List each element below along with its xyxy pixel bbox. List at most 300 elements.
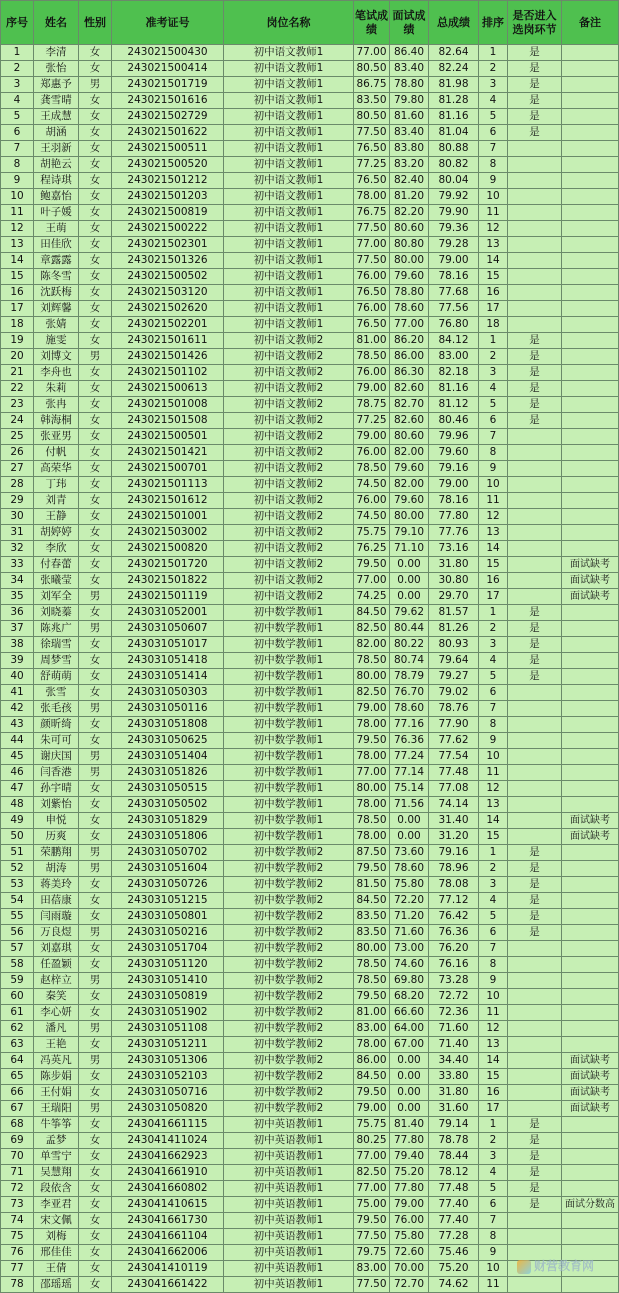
cell-interview: 77.24 [390,749,429,765]
cell-written: 79.00 [354,1101,390,1117]
cell-ticket: 243021501822 [112,573,224,589]
cell-remark [562,733,619,749]
cell-position: 初中英语教师1 [224,1165,354,1181]
cell-name: 潘凡 [34,1021,79,1037]
cell-ticket: 243031050726 [112,877,224,893]
cell-rank: 7 [479,701,508,717]
cell-no: 69 [1,1133,34,1149]
cell-name: 孟梦 [34,1133,79,1149]
cell-remark [562,157,619,173]
cell-written: 86.75 [354,77,390,93]
cell-total: 82.18 [429,365,479,381]
cell-remark [562,893,619,909]
table-row [1,957,619,973]
table-row [1,909,619,925]
cell-written: 83.00 [354,1021,390,1037]
cell-total: 83.00 [429,349,479,365]
cell-written: 81.00 [354,333,390,349]
cell-remark [562,1133,619,1149]
cell-ticket: 243031051604 [112,861,224,877]
cell-rank: 11 [479,205,508,221]
cell-interview: 82.70 [390,397,429,413]
cell-written: 86.00 [354,1053,390,1069]
cell-ticket: 243031050625 [112,733,224,749]
cell-remark: 面试缺考 [562,813,619,829]
cell-ticket: 243031051017 [112,637,224,653]
cell-total: 71.60 [429,1021,479,1037]
cell-rank: 15 [479,1069,508,1085]
cell-gender: 男 [79,349,112,365]
cell-gender: 女 [79,477,112,493]
cell-ticket: 243021501421 [112,445,224,461]
cell-gender: 女 [79,989,112,1005]
cell-no: 9 [1,173,34,189]
cell-rank: 14 [479,813,508,829]
cell-position: 初中数学教师1 [224,637,354,653]
cell-interview: 78.60 [390,861,429,877]
cell-no: 15 [1,269,34,285]
cell-name: 单雪宁 [34,1149,79,1165]
cell-position: 初中语文教师1 [224,77,354,93]
cell-ticket: 243021501102 [112,365,224,381]
table-row [1,45,619,61]
cell-enter: 是 [508,397,562,413]
cell-name: 闫香港 [34,765,79,781]
cell-enter: 是 [508,669,562,685]
cell-rank: 5 [479,669,508,685]
cell-no: 20 [1,349,34,365]
cell-name: 李亚君 [34,1197,79,1213]
cell-enter [508,717,562,733]
cell-no: 5 [1,109,34,125]
cell-name: 段依含 [34,1181,79,1197]
cell-remark [562,333,619,349]
cell-no: 66 [1,1085,34,1101]
cell-enter: 是 [508,1149,562,1165]
cell-gender: 男 [79,1101,112,1117]
cell-interview: 69.80 [390,973,429,989]
cell-written: 79.50 [354,861,390,877]
cell-enter: 是 [508,1117,562,1133]
cell-gender: 女 [79,605,112,621]
cell-ticket: 243041661104 [112,1229,224,1245]
cell-no: 35 [1,589,34,605]
cell-enter [508,589,562,605]
cell-rank: 14 [479,541,508,557]
cell-ticket: 243021501326 [112,253,224,269]
cell-name: 邢佳佳 [34,1245,79,1261]
cell-interview: 82.60 [390,381,429,397]
cell-position: 初中英语教师1 [224,1213,354,1229]
cell-ticket: 243021501203 [112,189,224,205]
cell-ticket: 243041662006 [112,1245,224,1261]
cell-rank: 10 [479,989,508,1005]
cell-name: 张婧 [34,317,79,333]
cell-interview: 73.60 [390,845,429,861]
cell-name: 万良煜 [34,925,79,941]
cell-gender: 女 [79,253,112,269]
cell-gender: 女 [79,461,112,477]
cell-gender: 女 [79,1085,112,1101]
cell-enter [508,1213,562,1229]
table-row [1,781,619,797]
cell-ticket: 243021501719 [112,77,224,93]
cell-ticket: 243041661910 [112,1165,224,1181]
cell-interview: 83.40 [390,125,429,141]
cell-no: 2 [1,61,34,77]
cell-position: 初中英语教师1 [224,1181,354,1197]
cell-position: 初中数学教师1 [224,653,354,669]
cell-rank: 11 [479,1277,508,1293]
cell-no: 30 [1,509,34,525]
cell-ticket: 243041662923 [112,1149,224,1165]
cell-gender: 女 [79,493,112,509]
cell-interview: 79.80 [390,93,429,109]
cell-position: 初中数学教师1 [224,605,354,621]
cell-remark [562,1021,619,1037]
cell-no: 70 [1,1149,34,1165]
table-row [1,541,619,557]
cell-name: 刘紫怡 [34,797,79,813]
cell-position: 初中语文教师1 [224,301,354,317]
cell-enter [508,1277,562,1293]
cell-name: 张曦莹 [34,573,79,589]
cell-ticket: 243031051108 [112,1021,224,1037]
cell-total: 81.57 [429,605,479,621]
cell-name: 申悦 [34,813,79,829]
cell-no: 55 [1,909,34,925]
cell-gender: 女 [79,1133,112,1149]
cell-gender: 女 [79,157,112,173]
cell-name: 王羽新 [34,141,79,157]
cell-gender: 女 [79,829,112,845]
cell-rank: 17 [479,301,508,317]
cell-remark [562,621,619,637]
cell-position: 初中英语教师1 [224,1197,354,1213]
table-row [1,829,619,845]
cell-rank: 5 [479,397,508,413]
cell-no: 65 [1,1069,34,1085]
cell-name: 付春蕾 [34,557,79,573]
cell-name: 刘梅 [34,1229,79,1245]
cell-interview: 79.62 [390,605,429,621]
cell-remark [562,685,619,701]
table-row [1,573,619,589]
cell-total: 79.96 [429,429,479,445]
cell-interview: 77.80 [390,1133,429,1149]
cell-position: 初中语文教师1 [224,125,354,141]
table-row [1,717,619,733]
cell-interview: 86.00 [390,349,429,365]
cell-position: 初中语文教师2 [224,349,354,365]
cell-gender: 女 [79,1005,112,1021]
cell-written: 76.25 [354,541,390,557]
cell-gender: 女 [79,189,112,205]
cell-name: 陈步娟 [34,1069,79,1085]
table-row [1,797,619,813]
cell-ticket: 243041661730 [112,1213,224,1229]
cell-gender: 女 [79,397,112,413]
cell-ticket: 243021500501 [112,429,224,445]
cell-interview: 83.40 [390,61,429,77]
cell-enter: 是 [508,77,562,93]
cell-position: 初中数学教师1 [224,781,354,797]
cell-no: 32 [1,541,34,557]
cell-rank: 4 [479,653,508,669]
cell-enter [508,1021,562,1037]
cell-position: 初中语文教师1 [224,221,354,237]
cell-rank: 12 [479,509,508,525]
cell-name: 舒萌萌 [34,669,79,685]
cell-enter [508,765,562,781]
cell-rank: 3 [479,1149,508,1165]
cell-enter [508,701,562,717]
cell-total: 80.82 [429,157,479,173]
cell-name: 刘辉馨 [34,301,79,317]
cell-rank: 14 [479,1053,508,1069]
cell-interview: 77.00 [390,317,429,333]
table-row [1,765,619,781]
cell-rank: 10 [479,749,508,765]
cell-gender: 女 [79,1117,112,1133]
cell-no: 48 [1,797,34,813]
cell-written: 77.50 [354,125,390,141]
cell-written: 80.00 [354,669,390,685]
cell-remark: 面试缺考 [562,1101,619,1117]
cell-name: 鲍嘉怡 [34,189,79,205]
cell-no: 25 [1,429,34,445]
cell-enter [508,317,562,333]
cell-position: 初中英语教师1 [224,1117,354,1133]
cell-written: 79.50 [354,1213,390,1229]
cell-enter [508,189,562,205]
cell-written: 78.50 [354,973,390,989]
cell-enter [508,941,562,957]
cell-written: 87.50 [354,845,390,861]
cell-written: 79.00 [354,381,390,397]
cell-position: 初中语文教师2 [224,477,354,493]
cell-enter [508,813,562,829]
cell-position: 初中数学教师1 [224,765,354,781]
cell-ticket: 243031051215 [112,893,224,909]
header-name: 姓名 [34,1,79,45]
cell-interview: 72.70 [390,1277,429,1293]
cell-no: 1 [1,45,34,61]
cell-enter: 是 [508,893,562,909]
cell-enter [508,525,562,541]
cell-no: 34 [1,573,34,589]
cell-rank: 16 [479,573,508,589]
cell-no: 42 [1,701,34,717]
cell-enter: 是 [508,861,562,877]
cell-total: 77.68 [429,285,479,301]
cell-total: 81.26 [429,621,479,637]
cell-gender: 男 [79,1053,112,1069]
cell-total: 80.88 [429,141,479,157]
cell-written: 80.00 [354,941,390,957]
cell-name: 胡艳云 [34,157,79,173]
cell-rank: 12 [479,1021,508,1037]
cell-no: 44 [1,733,34,749]
table-row [1,845,619,861]
cell-rank: 1 [479,333,508,349]
cell-position: 初中语文教师1 [224,253,354,269]
cell-written: 78.00 [354,189,390,205]
cell-interview: 77.14 [390,765,429,781]
cell-name: 章露露 [34,253,79,269]
cell-enter [508,493,562,509]
cell-gender: 女 [79,813,112,829]
cell-no: 8 [1,157,34,173]
cell-remark [562,925,619,941]
cell-rank: 9 [479,173,508,189]
cell-position: 初中语文教师1 [224,157,354,173]
cell-position: 初中数学教师1 [224,813,354,829]
cell-position: 初中数学教师1 [224,717,354,733]
cell-name: 赵梓立 [34,973,79,989]
cell-written: 77.50 [354,1229,390,1245]
cell-total: 31.80 [429,557,479,573]
cell-remark [562,109,619,125]
cell-position: 初中语文教师2 [224,333,354,349]
cell-ticket: 243031050216 [112,925,224,941]
cell-ticket: 243031050502 [112,797,224,813]
cell-total: 72.36 [429,1005,479,1021]
cell-enter [508,957,562,973]
cell-rank: 16 [479,285,508,301]
cell-rank: 6 [479,925,508,941]
cell-gender: 女 [79,525,112,541]
cell-rank: 13 [479,525,508,541]
cell-written: 84.50 [354,605,390,621]
cell-position: 初中语文教师1 [224,45,354,61]
cell-written: 77.25 [354,157,390,173]
table-row [1,381,619,397]
cell-rank: 8 [479,445,508,461]
cell-position: 初中语文教师2 [224,365,354,381]
cell-remark [562,973,619,989]
cell-interview: 74.60 [390,957,429,973]
cell-ticket: 243031051404 [112,749,224,765]
cell-remark [562,877,619,893]
cell-gender: 女 [79,205,112,221]
cell-total: 72.72 [429,989,479,1005]
cell-name: 付帆 [34,445,79,461]
cell-position: 初中英语教师1 [224,1133,354,1149]
table-row [1,1005,619,1021]
cell-written: 78.00 [354,717,390,733]
cell-rank: 3 [479,365,508,381]
cell-remark: 面试缺考 [562,1085,619,1101]
cell-written: 79.00 [354,701,390,717]
cell-position: 初中语文教师1 [224,205,354,221]
cell-no: 16 [1,285,34,301]
cell-gender: 女 [79,893,112,909]
cell-gender: 男 [79,925,112,941]
cell-interview: 82.00 [390,477,429,493]
cell-enter: 是 [508,909,562,925]
cell-total: 79.28 [429,237,479,253]
cell-total: 31.20 [429,829,479,845]
cell-enter [508,1053,562,1069]
cell-rank: 1 [479,1117,508,1133]
cell-enter: 是 [508,109,562,125]
cell-interview: 79.60 [390,269,429,285]
cell-position: 初中语文教师1 [224,317,354,333]
cell-remark [562,77,619,93]
cell-ticket: 243031051414 [112,669,224,685]
cell-interview: 72.60 [390,1245,429,1261]
cell-rank: 11 [479,493,508,509]
cell-enter [508,733,562,749]
cell-no: 19 [1,333,34,349]
cell-remark [562,1165,619,1181]
table-row [1,221,619,237]
cell-rank: 6 [479,1197,508,1213]
cell-total: 76.36 [429,925,479,941]
cell-no: 61 [1,1005,34,1021]
cell-total: 74.14 [429,797,479,813]
cell-interview: 76.00 [390,1213,429,1229]
table-body [1,45,619,1293]
cell-position: 初中英语教师1 [224,1277,354,1293]
cell-no: 68 [1,1117,34,1133]
cell-total: 84.12 [429,333,479,349]
cell-remark [562,541,619,557]
cell-name: 陈冬雪 [34,269,79,285]
cell-written: 83.00 [354,1261,390,1277]
cell-position: 初中语文教师2 [224,445,354,461]
cell-total: 77.48 [429,1181,479,1197]
cell-name: 丁玮 [34,477,79,493]
cell-rank: 7 [479,141,508,157]
cell-name: 邵瑶瑶 [34,1277,79,1293]
cell-written: 76.00 [354,301,390,317]
cell-interview: 71.10 [390,541,429,557]
table-row [1,669,619,685]
cell-total: 78.96 [429,861,479,877]
cell-remark [562,989,619,1005]
cell-written: 79.50 [354,557,390,573]
cell-total: 80.93 [429,637,479,653]
cell-name: 牛筝筝 [34,1117,79,1133]
cell-position: 初中数学教师1 [224,701,354,717]
cell-remark [562,781,619,797]
cell-no: 21 [1,365,34,381]
cell-ticket: 243021503002 [112,525,224,541]
cell-total: 77.80 [429,509,479,525]
cell-no: 41 [1,685,34,701]
watermark-text: 财营教育网 [533,1259,594,1273]
cell-ticket: 243041661422 [112,1277,224,1293]
cell-enter [508,1101,562,1117]
cell-total: 73.28 [429,973,479,989]
table-row [1,157,619,173]
cell-remark [562,1277,619,1293]
cell-no: 23 [1,397,34,413]
cell-total: 81.12 [429,397,479,413]
table-row [1,1117,619,1133]
cell-position: 初中数学教师2 [224,973,354,989]
cell-remark [562,669,619,685]
cell-name: 李清 [34,45,79,61]
cell-name: 高荣华 [34,461,79,477]
cell-remark: 面试缺考 [562,573,619,589]
cell-ticket: 243031051306 [112,1053,224,1069]
cell-rank: 11 [479,765,508,781]
cell-ticket: 243031050303 [112,685,224,701]
cell-remark [562,1181,619,1197]
